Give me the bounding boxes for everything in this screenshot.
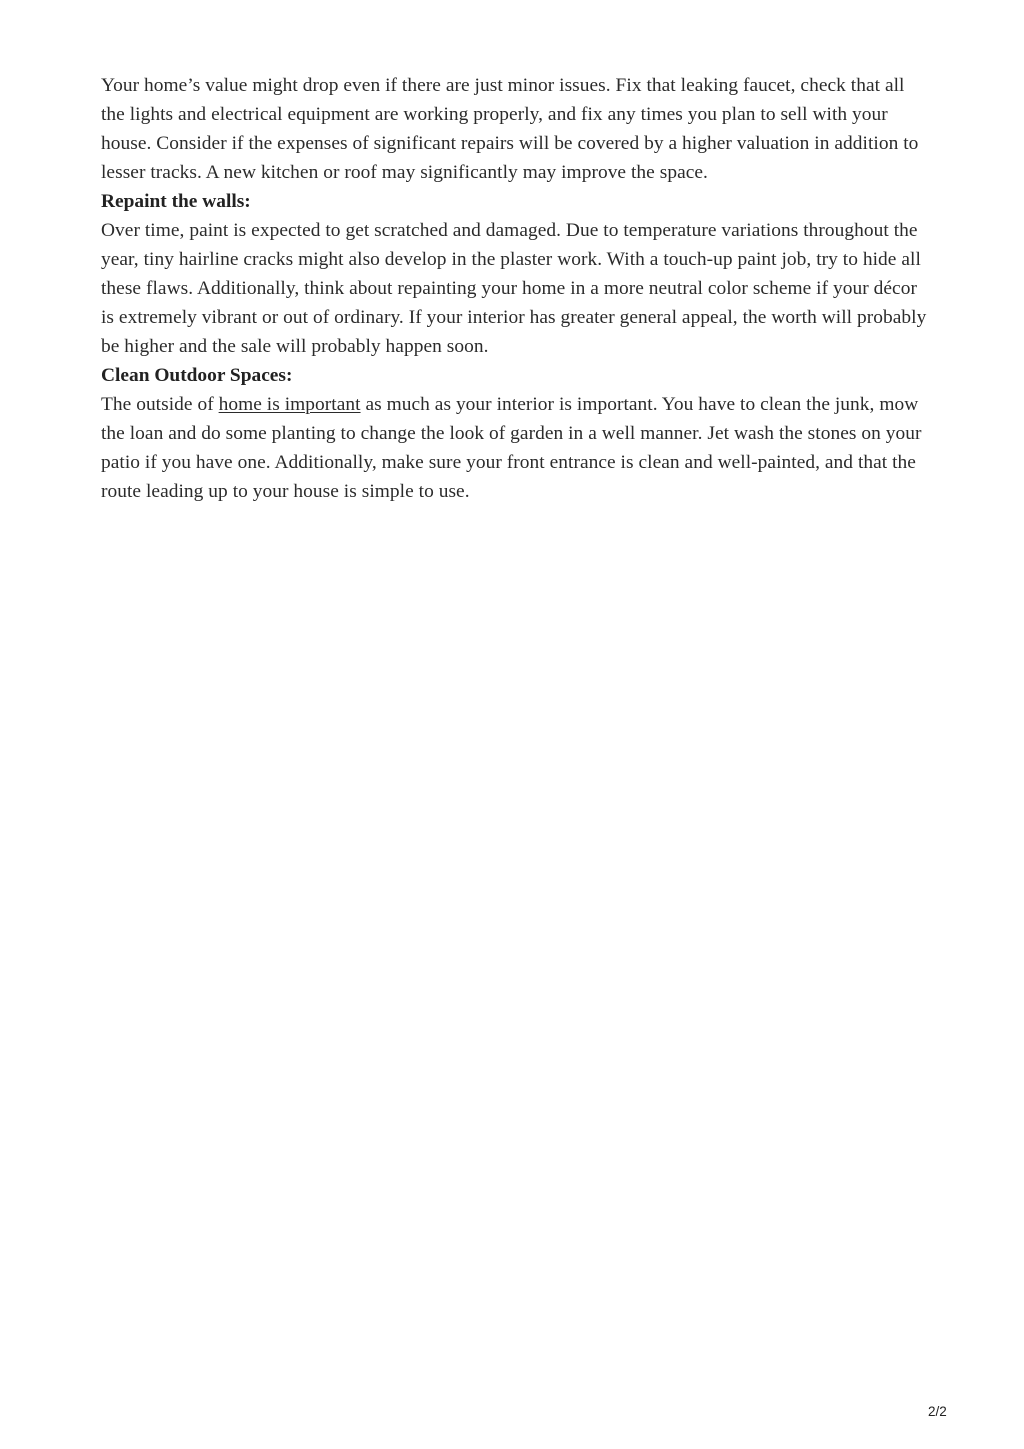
heading-repaint-walls: Repaint the walls: bbox=[101, 191, 251, 212]
home-is-important-link[interactable]: home is important bbox=[218, 394, 361, 415]
document-body bbox=[101, 71, 931, 506]
paragraph-text-before-link: The outside of bbox=[101, 394, 219, 415]
paragraph-repaint-walls: Over time, paint is expected to get scratched and damaged. Due to temperature variations throughout the year, tiny hairline cracks might also develop in the plaster work. With a touch-up paint job, try to hide all these flaws. Additionally, think about repainting your home in a more neutral color scheme if your décor is extremely vibrant or out of ordinary. If your interior has greater general appeal, the worth will probably be higher and the sale will probably happen soon. bbox=[101, 220, 927, 357]
paragraph-text-after-link: as much as your interior is important. You have to clean the junk, mow the loan and do some planting to change the look of garden in a well manner. Jet wash the stones on your patio if you have one. Additionally, make sure your front entrance is clean and well-painted, and that the route leading up to your house is simple to use. bbox=[101, 394, 922, 502]
paragraph-clean-outdoor-spaces bbox=[101, 390, 931, 506]
heading-clean-outdoor-spaces: Clean Outdoor Spaces: bbox=[101, 365, 293, 386]
page-number: 2/2 bbox=[928, 1404, 947, 1419]
paragraph-minor-repairs: Your home’s value might drop even if there are just minor issues. Fix that leaking faucet, check that all the lights and electrical equipment are working properly, and fix any times you plan to sell with your house. Consider if the expenses of significant repairs will be covered by a higher valuation in addition to lesser tracks. A new kitchen or roof may significantly may improve the space. bbox=[101, 75, 919, 183]
